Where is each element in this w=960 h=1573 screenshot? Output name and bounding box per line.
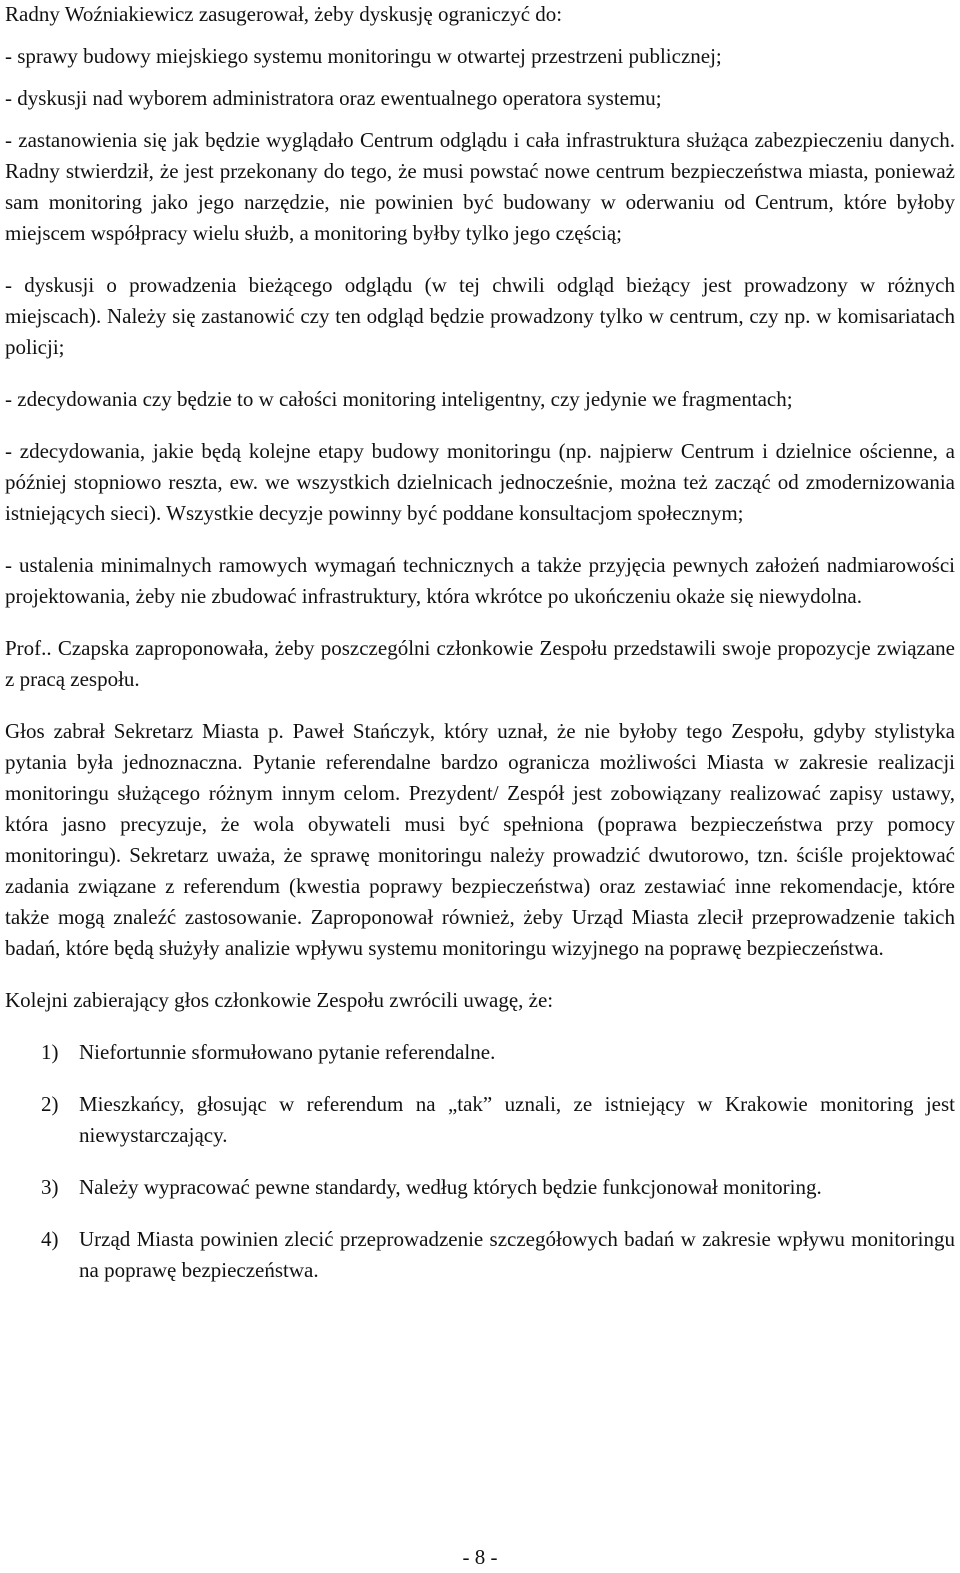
paragraph-sekretarz: Głos zabrał Sekretarz Miasta p. Paweł Stańczyk, który uznał, że nie byłoby tego Zespołu, gdyby stylistyka pytania była jednoznaczna. Pytanie referendalne bardzo ogranicza możliwości Miasta w zakresie realizacji monitoringu służącego różnym innym celom. Prezydent/ Zespół jest zobowiązany realizować zapisy ustawy, która jasno precyzuje, że wola obywateli musi być spełniona (poprawa bezpieczeństwa przy pomocy monitoringu). Sekretarz uważa, że sprawę monitoringu należy prowadzić dwutorowo, tzn. ściśle projektować zadania związane z referendum (kwestia poprawy bezpieczeństwa) oraz zestawiać inne rekomendacje, które także mogą znaleźć zastosowanie. Zaproponował również, żeby Urząd Miasta zlecił przeprowadzenie takich badań, które będą służyły analizie wpływu systemu monitoringu wizyjnego na poprawę bezpieczeństwa.	[5, 719, 955, 960]
list-item-text: Mieszkańcy, głosując w referendum na „tak” uznali, ze istniejący w Krakowie monitoring jest niewystarczający.	[79, 1092, 955, 1147]
paragraph-item-budowa: - sprawy budowy miejskiego systemu monitoringu w otwartej przestrzeni publicznej;	[5, 44, 722, 68]
list-item	[5, 1224, 955, 1286]
list-item	[5, 1172, 955, 1203]
document-page	[5, 0, 955, 1307]
list-item-number: 4)	[41, 1227, 59, 1251]
paragraph-item-inteligentny: - zdecydowania czy będzie to w całości monitoring inteligentny, czy jedynie we fragmentach;	[5, 387, 793, 411]
paragraph-item-odglad: - dyskusji o prowadzenia bieżącego odglądu (w tej chwili odgląd bieżący jest prowadzony w różnych miejscach). Należy się zastanowić czy ten odgląd będzie prowadzony tylko w centrum, czy np. w komisariatach policji;	[5, 273, 955, 359]
paragraph-item-etapy: - zdecydowania, jakie będą kolejne etapy budowy monitoringu (np. najpierw Centrum i dzielnice ościenne, a później stopniowo reszta, ew. we wszystkich dzielnicach jednocześnie, można też zacząć od zmodernizowania istniejących sieci). Wszystkie decyzje powinny być poddane konsultacjom społecznym;	[5, 439, 955, 525]
paragraph-czapska: Prof.. Czapska zaproponowała, żeby poszczególni członkowie Zespołu przedstawili swoje propozycje związane z pracą zespołu.	[5, 636, 955, 691]
list-item	[5, 1089, 955, 1151]
list-item-number: 2)	[41, 1092, 59, 1116]
list-item-text: Niefortunnie sformułowano pytanie referendalne.	[79, 1040, 496, 1064]
paragraph-kolejni: Kolejni zabierający głos członkowie Zespołu zwrócili uwagę, że:	[5, 988, 554, 1012]
remarks-list	[5, 1037, 955, 1286]
paragraph-item-centrum: - zastanowienia się jak będzie wyglądało Centrum odglądu i cała infrastruktura służąca zabezpieczeniu danych. Radny stwierdził, że jest przekonany do tego, że musi powstać nowe centrum bezpieczeństwa miasta, ponieważ sam monitoring jako jego narzędzie, nie powinien być budowany w oderwaniu od Centrum, które byłoby miejscem współpracy wielu służb, a monitoring byłby tylko jego częścią;	[5, 128, 955, 245]
page-number: - 8 -	[462, 1545, 498, 1569]
list-item-text: Urząd Miasta powinien zlecić przeprowadzenie szczegółowych badań w zakresie wpływu monitoringu na poprawę bezpieczeństwa.	[79, 1227, 955, 1282]
paragraph-item-wymagania: - ustalenia minimalnych ramowych wymagań technicznych a także przyjęcia pewnych założeń nadmiarowości projektowania, żeby nie zbudować infrastruktury, która wkrótce po ukończeniu okaże się niewydolna.	[5, 553, 955, 608]
list-item-number: 3)	[41, 1175, 59, 1199]
paragraph-item-administrator: - dyskusji nad wyborem administratora oraz ewentualnego operatora systemu;	[5, 86, 662, 110]
list-item	[5, 1037, 955, 1068]
list-item-number: 1)	[41, 1040, 59, 1064]
paragraph-intro: Radny Woźniakiewicz zasugerował, żeby dyskusję ograniczyć do:	[5, 2, 563, 26]
list-item-text: Należy wypracować pewne standardy, według których będzie funkcjonował monitoring.	[79, 1175, 822, 1199]
